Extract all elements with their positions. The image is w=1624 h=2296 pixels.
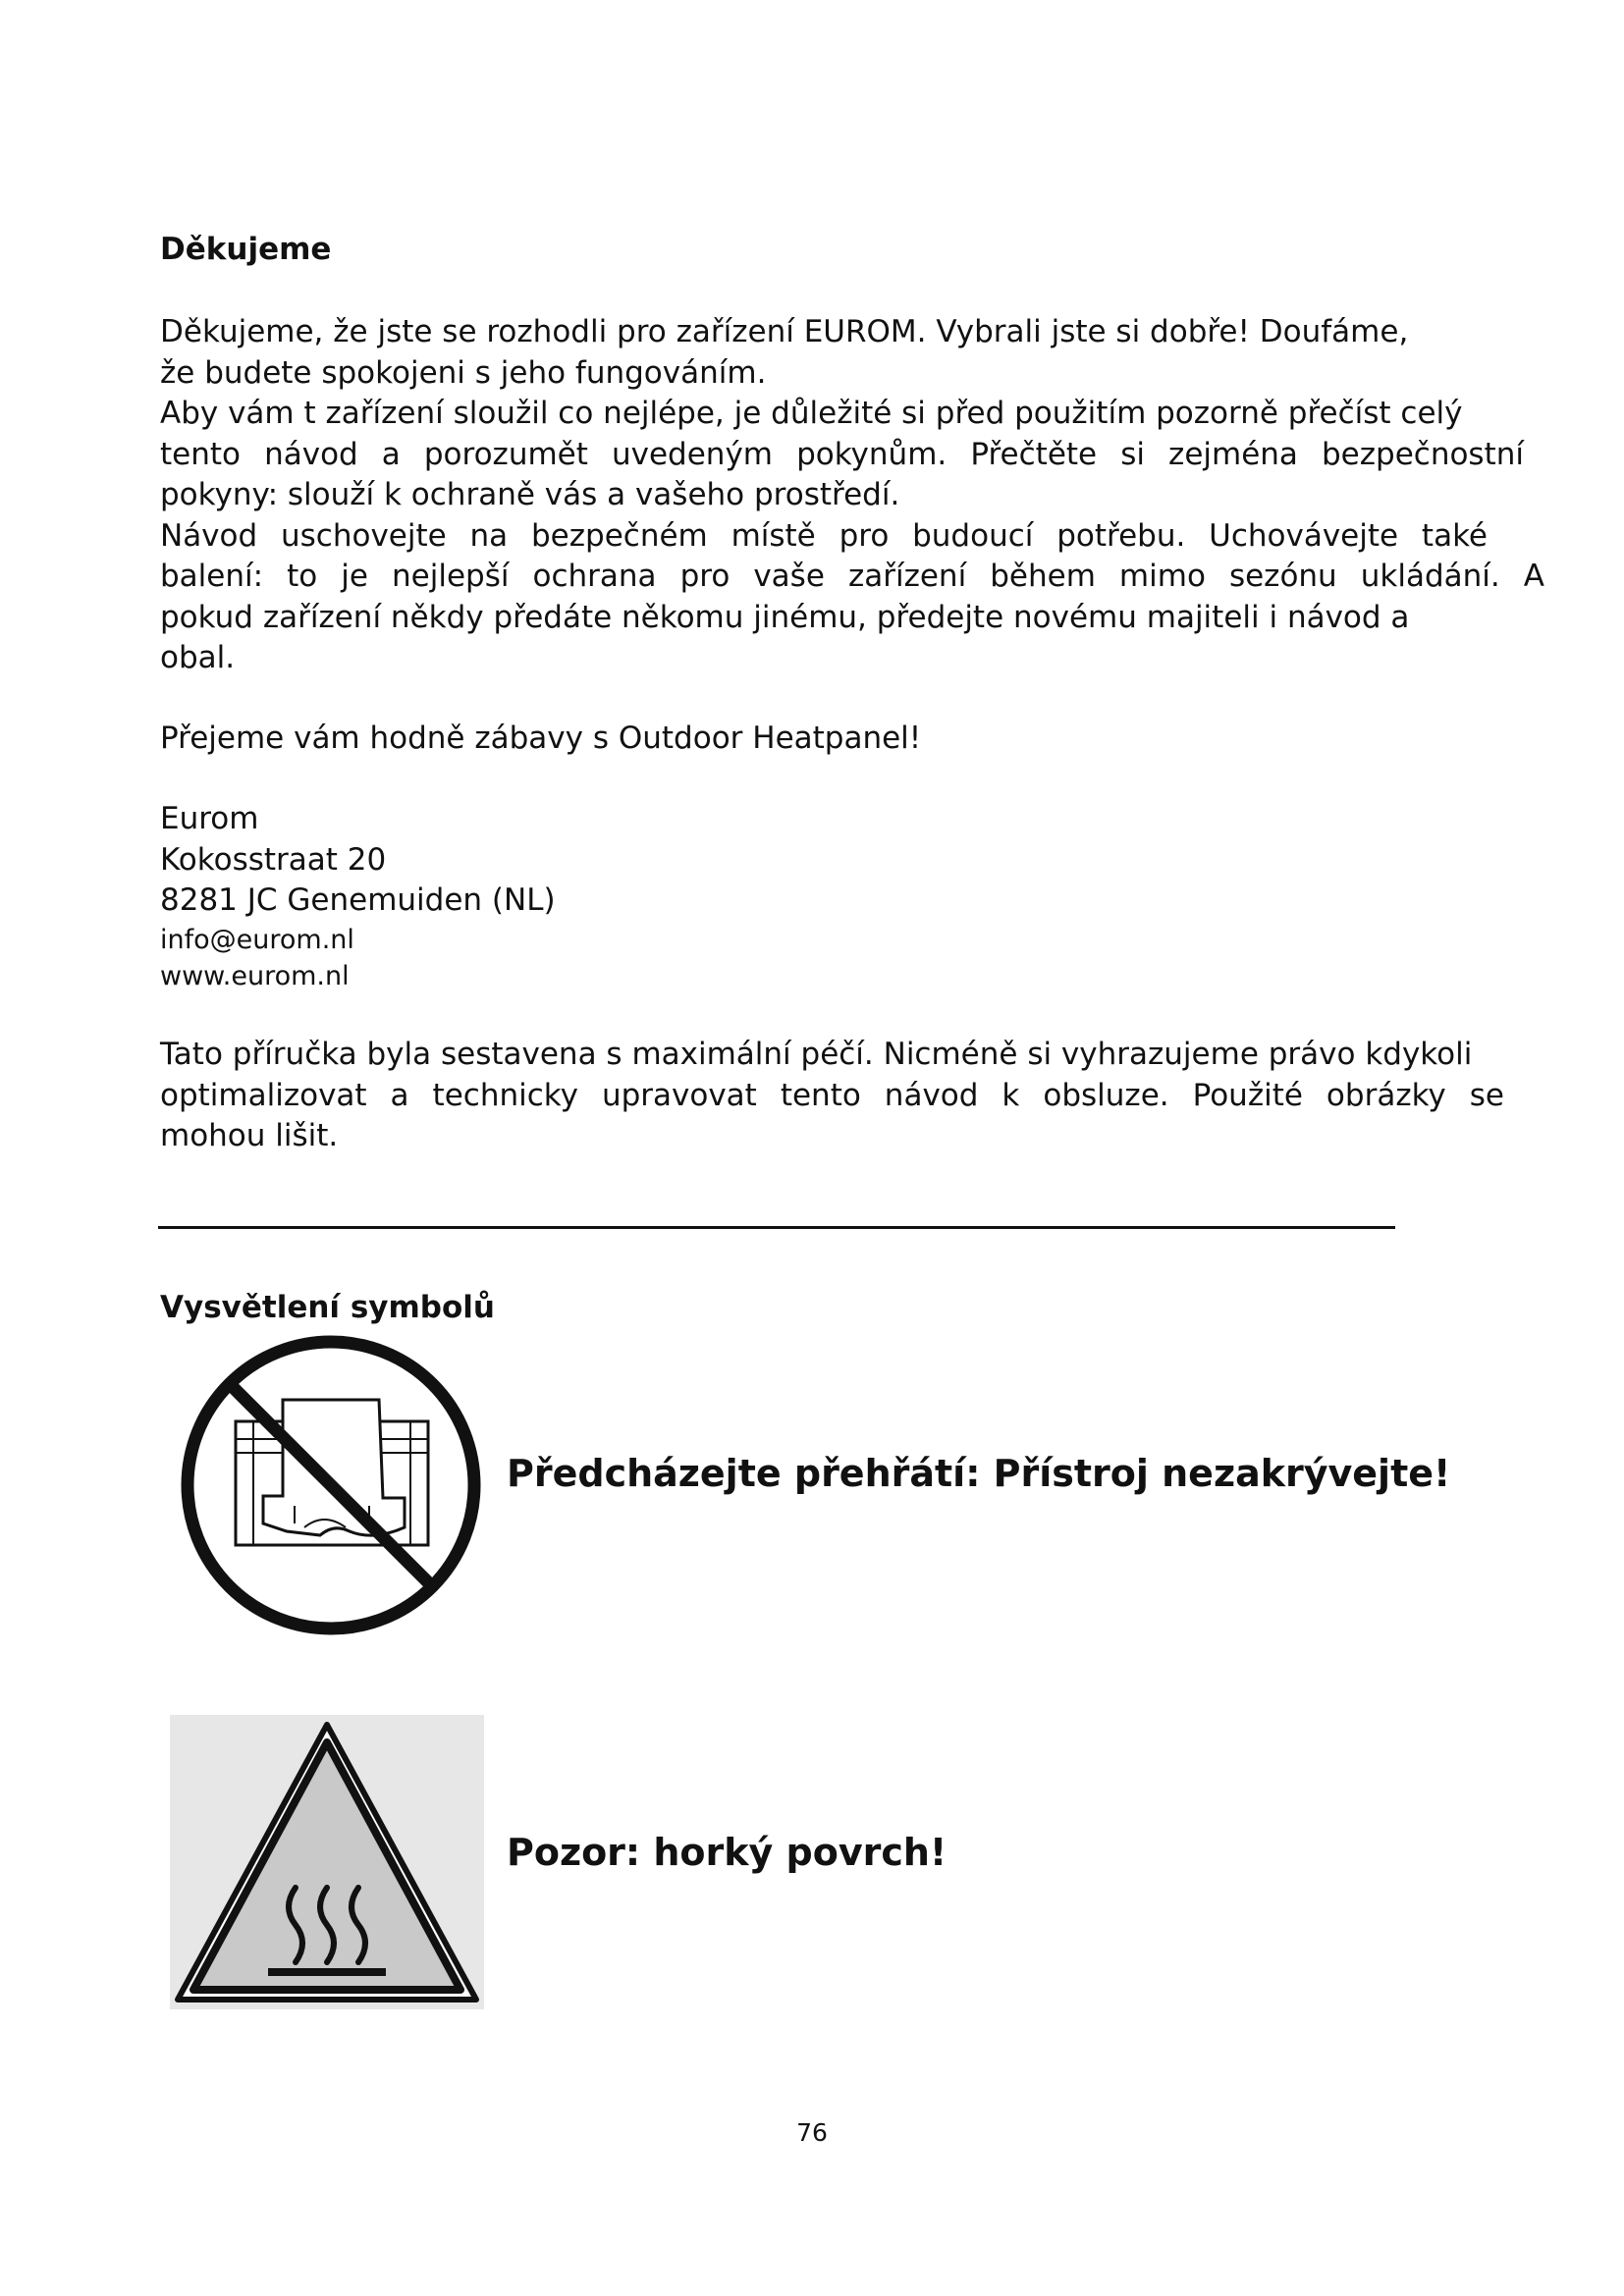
do-not-cover-icon [177, 1331, 485, 1639]
thanks-line: pokyny: slouží k ochraně vás a vašeho prostředí. [160, 477, 900, 512]
symbols-heading: Vysvětlení symbolů [160, 1290, 495, 1325]
thanks-heading: Děkujeme [160, 232, 332, 267]
thanks-line: obal. [160, 640, 236, 675]
street-address: Kokosstraat 20 [160, 841, 387, 878]
wish-text: Přejeme vám hodně zábavy s Outdoor Heatpanel! [160, 721, 922, 756]
thanks-line: Návod uschovejte na bezpečném místě pro budoucí potřebu. Uchovávejte také [160, 517, 1488, 554]
email-address: info@eurom.nl [160, 924, 354, 955]
disclaimer-line: mohou lišit. [160, 1118, 339, 1153]
disclaimer-line: Tato příručka byla sestavena s maximální péčí. Nicméně si vyhrazujeme právo kdykoli [160, 1037, 1473, 1072]
website-address: www.eurom.nl [160, 960, 350, 991]
thanks-line: Aby vám t zařízení sloužil co nejlépe, je důležité si před použitím pozorně přečíst celý [160, 396, 1463, 431]
thanks-line: tento návod a porozumět uvedeným pokynům. Přečtěte si zejména bezpečnostní [160, 436, 1524, 472]
thanks-line: balení: to je nejlepší ochrana pro vaše zařízení během mimo sezónu ukládání. A [160, 559, 1544, 594]
thanks-paragraph [160, 312, 1554, 679]
symbol-label-hot-surface: Pozor: horký povrch! [507, 1831, 947, 1874]
thanks-line: pokud zařízení někdy předáte někomu jinému, předejte novému majiteli i návod a [160, 599, 1410, 635]
city-address: 8281 JC Genemuiden (NL) [160, 882, 556, 918]
disclaimer-line: optimalizovat a technicky upravovat tento návod k obsluze. Použité obrázky se [160, 1077, 1504, 1113]
address-block [160, 799, 1535, 994]
company-name: Eurom [160, 801, 259, 836]
section-divider [158, 1226, 1395, 1229]
page-number: 76 [796, 2118, 828, 2147]
hot-surface-warning-icon [170, 1715, 484, 2009]
thanks-line: že budete spokojeni s jeho fungováním. [160, 354, 767, 391]
symbol-label-do-not-cover: Předcházejte přehřátí: Přístroj nezakrývejte! [507, 1452, 1451, 1495]
disclaimer-paragraph [160, 1035, 1535, 1157]
thanks-line: Děkujeme, že jste se rozhodli pro zařízení EUROM. Vybrali jste si dobře! Doufáme, [160, 314, 1409, 349]
